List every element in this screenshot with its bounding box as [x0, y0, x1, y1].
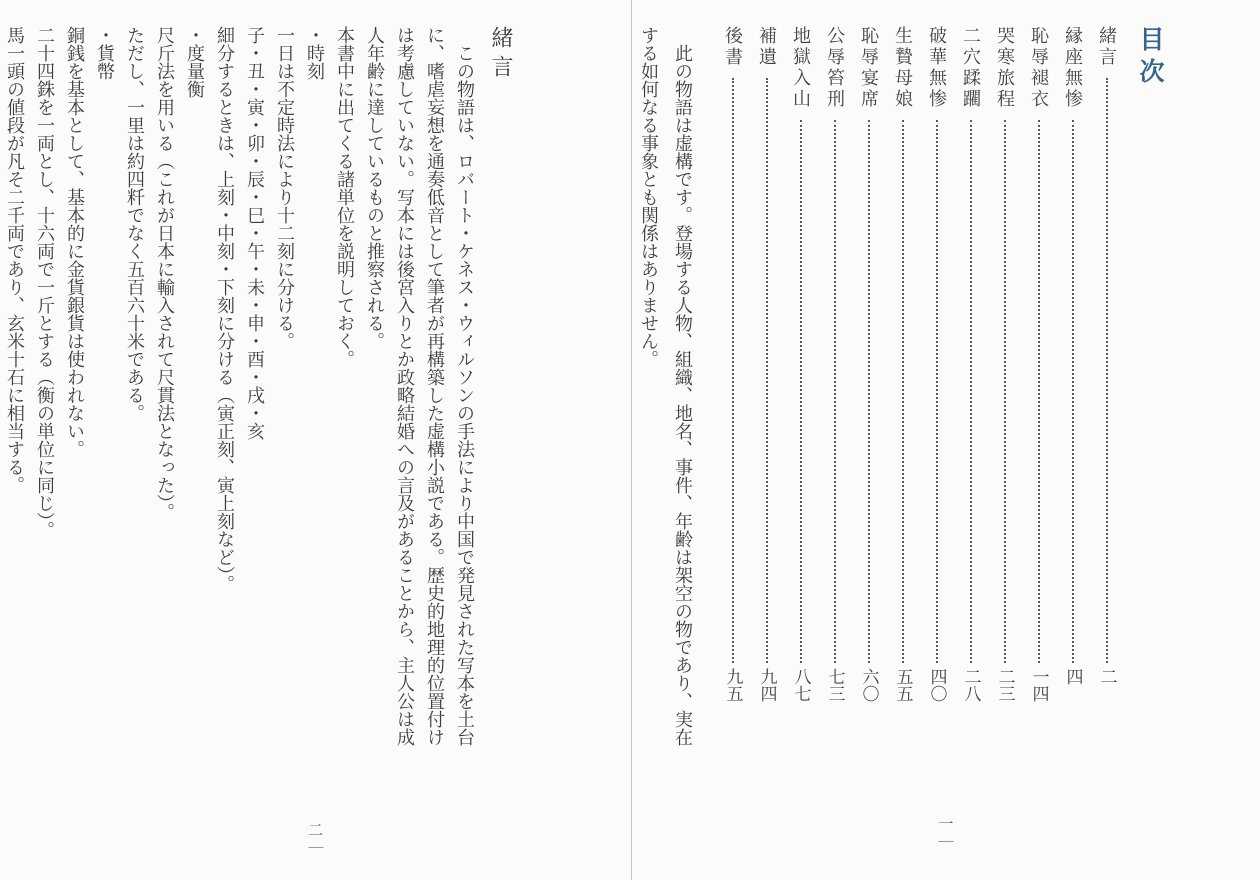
page-divider: [631, 0, 632, 880]
toc-item: [920, 26, 954, 726]
folio-right: [938, 813, 953, 842]
toc-dot-leader: [834, 120, 836, 663]
preface-line: は考慮していない。写本には後宮入りとか政略結婚への言及があることから、主人公は成: [395, 26, 415, 746]
toc-item-label: 補遺: [757, 26, 777, 68]
toc-page-number: 九四: [757, 668, 777, 702]
toc-dot-leader: [970, 120, 972, 663]
toc-page-number: 一四: [1029, 668, 1049, 702]
preface-line: この物語は、ロバート・ケネス・ウィルソンの手法により中国で発見された写本を土台: [455, 26, 475, 746]
toc-dot-leader: [936, 120, 938, 663]
preface-line: 本書中に出てくる諸単位を説明しておく。: [335, 26, 355, 368]
toc-item: [852, 26, 886, 726]
folio-dash: [938, 841, 953, 842]
toc-dot-leader: [800, 120, 802, 663]
toc-title: 目次: [1136, 26, 1163, 90]
toc-page-number: 二: [1097, 668, 1117, 685]
toc-item-label: 緒言: [1097, 26, 1117, 68]
toc-dot-leader: [868, 120, 870, 663]
preface-title: 緒言: [489, 26, 514, 84]
toc-item: [1022, 26, 1056, 726]
toc-dot-leader: [1004, 120, 1006, 663]
preface-line: 銅銭を基本として、基本的に金貨銀貨は使われない。: [65, 26, 85, 458]
preface-line: ・度量衡: [185, 26, 205, 98]
toc-dot-leader: [766, 78, 768, 663]
toc-item-label: 縁座無惨: [1063, 26, 1083, 110]
preface-line: 尺斤法を用いる（これが日本に輸入されて尺貫法となった）。: [155, 26, 175, 521]
preface-line: 細分するときは、上刻・中刻・下刻に分ける（寅正刻、寅上刻など）。: [215, 26, 235, 593]
toc-page-number: 二八: [961, 668, 981, 702]
folio-dash: [308, 847, 323, 848]
preface-line: ・時刻: [305, 26, 325, 80]
folio-right-number: 一: [938, 817, 954, 833]
toc-item: [886, 26, 920, 726]
toc-page-number: 四: [1063, 668, 1083, 685]
preface-line: ただし、一里は約四粁でなく五百六十米である。: [125, 26, 145, 422]
toc-item: [954, 26, 988, 726]
preface-line: 二十四銖を一両とし、十六両で一斤とする（衡の単位に同じ）。: [35, 26, 55, 539]
toc-item: [1090, 26, 1124, 726]
toc-item-label: 哭寒旅程: [995, 26, 1015, 110]
toc-item: [818, 26, 852, 726]
preface-line: 子・丑・寅・卯・辰・巳・午・未・申・酉・戌・亥: [245, 26, 265, 440]
toc-page-number: 九五: [723, 668, 743, 702]
toc-page: [632, 0, 1260, 880]
toc-dot-leader: [732, 78, 734, 663]
toc-item: [750, 26, 784, 726]
toc-item: [716, 26, 750, 726]
disclaimer-line: 此の物語は虚構です。登場する人物、組織、地名、事件、年齢は架空の物であり、実在: [673, 26, 693, 746]
toc-item-label: 恥辱褪衣: [1029, 26, 1049, 110]
toc-item-label: 後書: [723, 26, 743, 68]
toc-page-number: 二三: [995, 668, 1015, 702]
preface-page-flow: [0, 0, 586, 836]
toc-item: [784, 26, 818, 726]
preface-line: 一日は不定時法により十二刻に分ける。: [275, 26, 295, 350]
toc-page-number: 八七: [791, 668, 811, 702]
toc-item-label: 破華無惨: [927, 26, 947, 110]
toc-item-label: 公辱笞刑: [825, 26, 845, 110]
preface-line: に、嗜虐妄想を通奏低音として筆者が再構築した虚構小説である。歴史的地理的位置付け: [425, 26, 445, 746]
toc-dot-leader: [902, 120, 904, 663]
toc-page-number: 七三: [825, 668, 845, 702]
toc-item-label: 生贄母娘: [893, 26, 913, 110]
preface-line: 人年齢に達しているものと推察される。: [365, 26, 385, 350]
toc-page-flow: [632, 0, 1239, 836]
toc-dot-leader: [1106, 78, 1108, 663]
toc-item-label: 二穴蹂躙: [961, 26, 981, 110]
toc-list: [716, 26, 1124, 726]
toc-dot-leader: [1038, 120, 1040, 663]
disclaimer: [632, 26, 700, 836]
toc-item: [988, 26, 1022, 726]
toc-page-number: 四〇: [927, 668, 947, 702]
toc-dot-leader: [1072, 120, 1074, 663]
toc-page-number: 五五: [893, 668, 913, 702]
folio-left: [308, 819, 323, 848]
folio-left-number: 二: [307, 823, 324, 839]
toc-page-number: 六〇: [859, 668, 879, 702]
preface-line: 馬一頭の値段が凡そ二千両であり、玄米十石に相当する。: [5, 26, 25, 494]
disclaimer-line: する如何なる事象とも関係はありません。: [639, 26, 659, 368]
preface-line: ・貨幣: [95, 26, 115, 80]
toc-item-label: 恥辱宴席: [859, 26, 879, 110]
toc-item-label: 地獄入山: [791, 26, 811, 110]
toc-item: [1056, 26, 1090, 726]
